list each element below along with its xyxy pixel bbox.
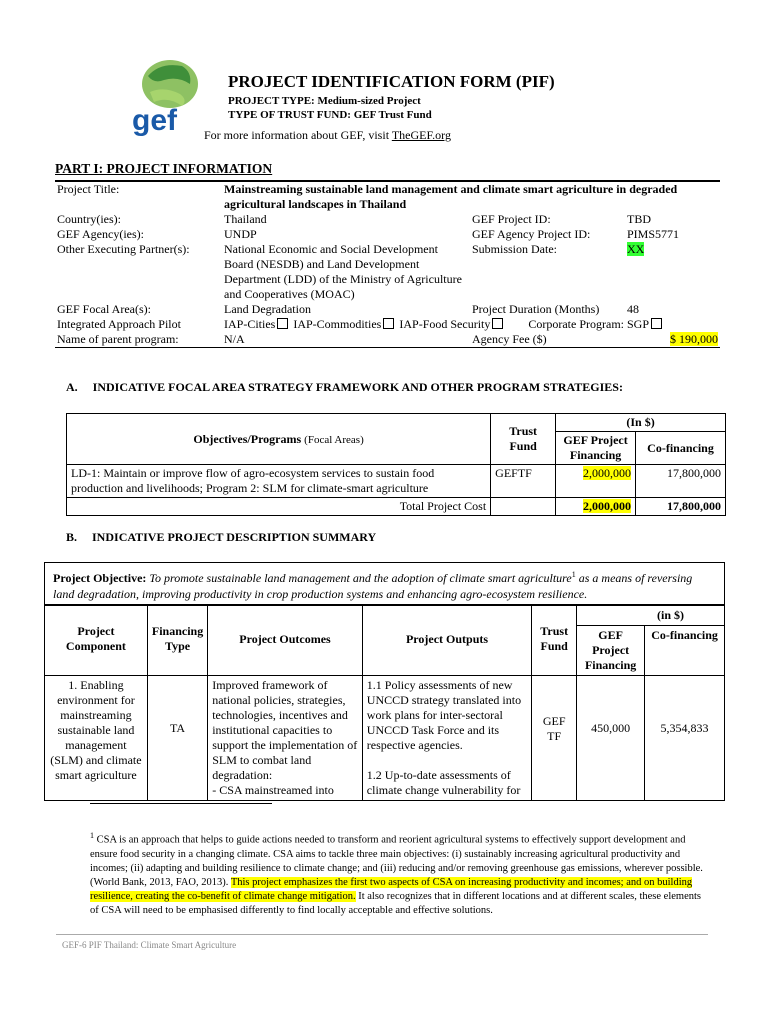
cofinancing-header: Co-financing xyxy=(636,432,726,465)
iap-options: IAP-Cities IAP-Commodities IAP-Food Security Corporate Program: SGP xyxy=(222,317,720,332)
gef-project-id-value: TBD xyxy=(627,212,651,226)
footnote-ref[interactable]: 1 xyxy=(571,570,576,579)
outcomes-header: Project Outcomes xyxy=(208,606,363,676)
page-title: PROJECT IDENTIFICATION FORM (PIF) xyxy=(228,72,555,91)
parent-program-label: Name of parent program: xyxy=(57,332,179,346)
output-1-1: 1.1 Policy assessments of new UNCCD strategy translated into work plans for inter-sectoral UNCCD Task Force and its respective agencies. xyxy=(366,678,522,752)
submission-date-value: XX xyxy=(627,242,645,256)
focal-area-label: GEF Focal Area(s): xyxy=(57,302,151,316)
trust-fund-header: Trust Fund xyxy=(491,414,556,465)
objective-cell: LD-1: Maintain or improve flow of agro-ecosystem services to sustain food production and livelihoods; Program 2: SLM for climate-smart agriculture xyxy=(67,465,491,498)
focal-area-strategy-table xyxy=(66,413,726,516)
trust-fund-line: TYPE OF TRUST FUND: GEF Trust Fund xyxy=(228,109,432,121)
iap-food-security-checkbox[interactable] xyxy=(492,318,503,329)
cofinancing-header: Co-financing xyxy=(645,626,725,676)
trust-fund-cell: GEF TF xyxy=(532,676,577,801)
total-cof-cell: 17,800,000 xyxy=(636,498,726,516)
total-row xyxy=(67,498,726,516)
project-objective: Project Objective: To promote sustainable land management and the adoption of climate smart agriculture$^1$ as a means of reversing land degradation, improving productivity in crop production systems and enhancing agro-ecosystem resilience. xyxy=(44,562,725,605)
gef-financing-header: GEF Project Financing xyxy=(577,626,645,676)
objectives-header: Objectives/Programs (Focal Areas) xyxy=(67,414,491,465)
project-title-label: Project Title: xyxy=(57,182,120,196)
gef-website-link[interactable]: TheGEF.org xyxy=(391,128,451,142)
project-description-table xyxy=(44,605,725,801)
more-info-line: For more information about GEF, visit TheGEF.org xyxy=(204,128,451,142)
parent-program-value: N/A xyxy=(224,332,245,346)
country-label: Country(ies): xyxy=(57,212,121,226)
iap-label: Integrated Approach Pilot xyxy=(57,317,181,331)
country-value: Thailand xyxy=(224,212,267,226)
cofinancing-cell: 17,800,000 xyxy=(636,465,726,498)
trust-fund-cell: GEFTF xyxy=(491,465,556,498)
partners-value: National Economic and Social Development Board (NESDB) and Land Development Department (LDD) of the Ministry of Agriculture and Cooperatives (MOAC) xyxy=(224,242,462,301)
gef-logo xyxy=(120,56,215,136)
focal-area-value: Land Degradation xyxy=(224,302,311,316)
partners-label: Other Executing Partner(s): xyxy=(57,242,190,256)
iap-cities-checkbox[interactable] xyxy=(277,318,288,329)
financing-type-cell: TA xyxy=(147,676,207,801)
gef-financing-cell: 2,000,000 xyxy=(556,465,636,498)
iap-commodities-checkbox[interactable] xyxy=(383,318,394,329)
gef-financing-cell: 450,000 xyxy=(577,676,645,801)
agency-project-id-value: PIMS5771 xyxy=(627,227,680,241)
svg-text:gef: gef xyxy=(132,104,177,136)
in-dollars-header: (In $) xyxy=(556,414,726,432)
part1-heading: PART I: PROJECT INFORMATION xyxy=(55,161,273,176)
project-title-value: Mainstreaming sustainable land management and climate smart agriculture in degraded agricultural landscapes in Thailand xyxy=(224,182,678,211)
footnote-highlight: This project emphasizes the first two aspects of CSA on increasing productivity and incomes; and on building resilience, creating the co-benefit of climate change mitigation. xyxy=(90,876,693,902)
outputs-cell xyxy=(362,676,531,801)
total-label: Total Project Cost xyxy=(67,498,491,516)
sgp-checkbox[interactable] xyxy=(651,318,662,329)
page-footer: GEF-6 PIF Thailand: Climate Smart Agriculture xyxy=(62,940,237,950)
component-cell: 1. Enabling environment for mainstreaming sustainable land management (SLM) and climate smart agriculture xyxy=(45,676,148,801)
project-type-line: PROJECT TYPE: Medium-sized Project xyxy=(228,95,421,107)
total-gef-cell: 2,000,000 xyxy=(556,498,636,516)
trust-fund-header: Trust Fund xyxy=(532,606,577,676)
output-1-2: 1.2 Up-to-date assessments of climate change vulnerability for xyxy=(366,768,521,797)
agency-project-id-label: GEF Agency Project ID: xyxy=(472,227,591,241)
agency-label: GEF Agency(ies): xyxy=(57,227,144,241)
footer-divider xyxy=(56,934,708,935)
cofinancing-cell: 5,354,833 xyxy=(645,676,725,801)
agency-fee-label: Agency Fee ($) xyxy=(472,332,547,346)
gef-project-id-label: GEF Project ID: xyxy=(472,212,551,226)
table-row xyxy=(45,676,725,801)
component-header: Project Component xyxy=(45,606,148,676)
duration-label: Project Duration (Months) xyxy=(472,302,600,316)
outcomes-cell: Improved framework of national policies, strategies, technologies, incentives and institutional capacities to support the implementation of SLM to combat land degradation: - CSA mainstreamed into xyxy=(208,676,363,801)
gef-financing-header: GEF Project Financing xyxy=(556,432,636,465)
submission-date-label: Submission Date: xyxy=(472,242,558,256)
agency-fee-value: $ 190,000 xyxy=(670,332,718,346)
outputs-header: Project Outputs xyxy=(362,606,531,676)
agency-value: UNDP xyxy=(224,227,257,241)
table-row xyxy=(67,465,726,498)
footnote: $^1$ CSA is an approach that helps to guide actions needed to transform and reorient agricultural systems to effectively support development and ensure food security in a changing climate. CSA aims to tackle three main objectives: (i) sustainably increasing agricultural productivity and incomes; (ii) adapting and building resilience to climate change; and (iii) reducing and/or removing greenhouse gas emissions, wherever possible. (World Bank, 2013, FAO, 2013). This project emphasizes the first two aspects of CSA on increasing productivity and incomes; and on building resilience, creating the co-benefit of climate change mitigation. It also recognizes that in different locations and at different scales, these elements of CSA will need to be emphasised differently to find locally acceptable and effective solutions. xyxy=(90,831,703,916)
financing-type-header: Financing Type xyxy=(147,606,207,676)
section-b-heading: B. INDICATIVE PROJECT DESCRIPTION SUMMARY xyxy=(66,530,377,544)
footnote-divider xyxy=(90,803,272,804)
section-a-heading: A. INDICATIVE FOCAL AREA STRATEGY FRAMEWORK AND OTHER PROGRAM STRATEGIES: xyxy=(66,380,623,394)
in-dollars-header: (in $) xyxy=(577,606,725,626)
duration-value: 48 xyxy=(627,302,639,316)
project-info-table xyxy=(55,180,720,348)
